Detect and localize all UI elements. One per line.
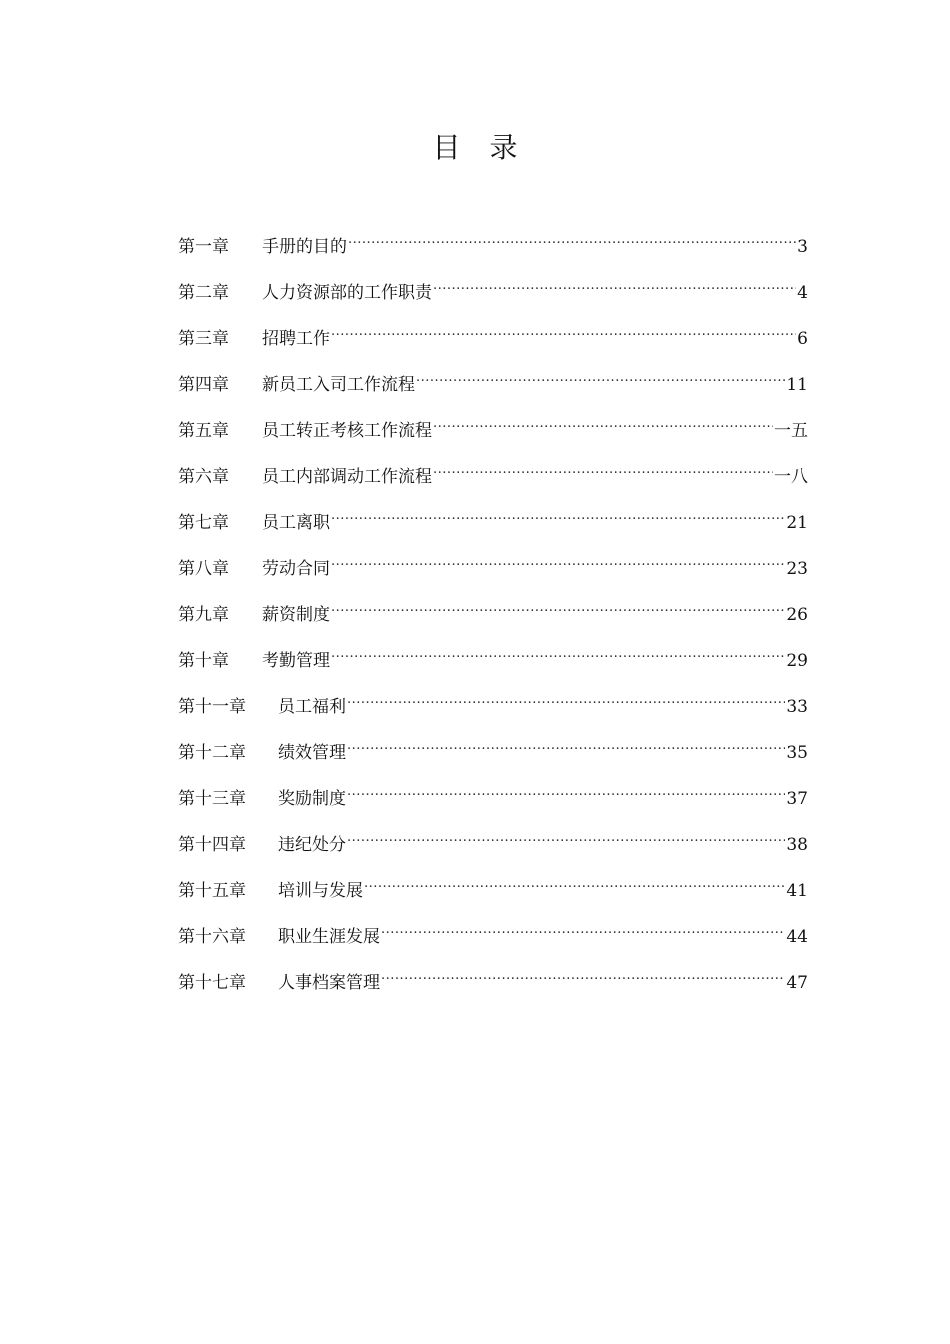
toc-entry[interactable] xyxy=(178,634,808,680)
toc-entry[interactable] xyxy=(178,266,808,312)
toc-entry[interactable] xyxy=(178,588,808,634)
toc-entry[interactable] xyxy=(178,910,808,956)
toc-entry[interactable] xyxy=(178,450,808,496)
toc-dot-leader xyxy=(364,864,785,896)
toc-page-number: 33 xyxy=(786,697,808,717)
toc-entry[interactable] xyxy=(178,818,808,864)
toc-dot-leader xyxy=(331,634,785,666)
toc-page-number: 23 xyxy=(786,559,808,579)
toc-chapter-name: 新员工入司工作流程 xyxy=(262,375,415,395)
toc-page-number: 6 xyxy=(797,329,808,349)
toc-entry[interactable] xyxy=(178,864,808,910)
toc-chapter-name: 员工内部调动工作流程 xyxy=(262,467,432,487)
toc-chapter-number: 第十四章 xyxy=(178,835,246,855)
toc-entry[interactable] xyxy=(178,726,808,772)
toc-dot-leader xyxy=(331,496,785,528)
toc-page-number: 35 xyxy=(786,743,808,763)
toc-chapter-name: 员工转正考核工作流程 xyxy=(262,421,432,441)
toc-entry[interactable] xyxy=(178,496,808,542)
toc-list xyxy=(178,220,808,1002)
toc-chapter-name: 薪资制度 xyxy=(262,605,330,625)
toc-page-number: 26 xyxy=(786,605,808,625)
toc-chapter-name: 人事档案管理 xyxy=(278,973,380,993)
toc-chapter-number: 第十二章 xyxy=(178,743,246,763)
toc-chapter-number: 第十七章 xyxy=(178,973,246,993)
toc-chapter-name: 劳动合同 xyxy=(262,559,330,579)
toc-page-number: 37 xyxy=(786,789,808,809)
toc-entry[interactable] xyxy=(178,404,808,450)
toc-chapter-name: 考勤管理 xyxy=(262,651,330,671)
toc-chapter-number: 第四章 xyxy=(178,375,229,395)
toc-chapter-name: 员工福利 xyxy=(278,697,346,717)
toc-page-number: 4 xyxy=(797,283,808,303)
toc-page-number: 41 xyxy=(786,881,808,901)
toc-chapter-number: 第二章 xyxy=(178,283,229,303)
toc-chapter-number: 第八章 xyxy=(178,559,229,579)
toc-page-number: 47 xyxy=(786,973,808,993)
toc-dot-leader xyxy=(433,266,796,298)
toc-page-number: 21 xyxy=(786,513,808,533)
toc-entry[interactable] xyxy=(178,312,808,358)
toc-chapter-name: 手册的目的 xyxy=(262,237,347,257)
toc-entry[interactable] xyxy=(178,680,808,726)
toc-page-number: 3 xyxy=(797,237,808,257)
toc-title: 目 录 xyxy=(432,131,528,164)
toc-page-number: 一八 xyxy=(774,467,808,487)
toc-dot-leader xyxy=(348,220,796,252)
toc-entry[interactable] xyxy=(178,772,808,818)
toc-dot-leader xyxy=(347,818,785,850)
toc-chapter-number: 第六章 xyxy=(178,467,229,487)
toc-chapter-number: 第九章 xyxy=(178,605,229,625)
toc-dot-leader xyxy=(347,772,785,804)
toc-dot-leader xyxy=(331,312,796,344)
toc-chapter-number: 第一章 xyxy=(178,237,229,257)
toc-dot-leader xyxy=(347,726,785,758)
toc-chapter-name: 奖励制度 xyxy=(278,789,346,809)
toc-chapter-name: 培训与发展 xyxy=(278,881,363,901)
toc-dot-leader xyxy=(433,404,773,436)
toc-chapter-number: 第十一章 xyxy=(178,697,246,717)
toc-entry[interactable] xyxy=(178,542,808,588)
toc-dot-leader xyxy=(416,358,785,390)
toc-chapter-name: 员工离职 xyxy=(262,513,330,533)
toc-chapter-number: 第十五章 xyxy=(178,881,246,901)
toc-page-number: 44 xyxy=(786,927,808,947)
toc-page-number: 29 xyxy=(786,651,808,671)
toc-dot-leader xyxy=(331,542,785,574)
toc-entry[interactable] xyxy=(178,220,808,266)
toc-chapter-number: 第三章 xyxy=(178,329,229,349)
toc-entry[interactable] xyxy=(178,358,808,404)
toc-page-number: 38 xyxy=(786,835,808,855)
toc-chapter-number: 第五章 xyxy=(178,421,229,441)
toc-chapter-name: 人力资源部的工作职责 xyxy=(262,283,432,303)
toc-page-number: 一五 xyxy=(774,421,808,441)
toc-chapter-number: 第十三章 xyxy=(178,789,246,809)
toc-chapter-number: 第十章 xyxy=(178,651,229,671)
toc-chapter-name: 违纪处分 xyxy=(278,835,346,855)
toc-dot-leader xyxy=(347,680,785,712)
toc-dot-leader xyxy=(381,956,785,988)
toc-page-number: 11 xyxy=(786,375,808,395)
toc-chapter-name: 绩效管理 xyxy=(278,743,346,763)
toc-chapter-name: 职业生涯发展 xyxy=(278,927,380,947)
toc-chapter-number: 第七章 xyxy=(178,513,229,533)
toc-dot-leader xyxy=(331,588,785,620)
toc-dot-leader xyxy=(433,450,773,482)
toc-chapter-name: 招聘工作 xyxy=(262,329,330,349)
toc-dot-leader xyxy=(381,910,785,942)
toc-chapter-number: 第十六章 xyxy=(178,927,246,947)
toc-entry[interactable] xyxy=(178,956,808,1002)
